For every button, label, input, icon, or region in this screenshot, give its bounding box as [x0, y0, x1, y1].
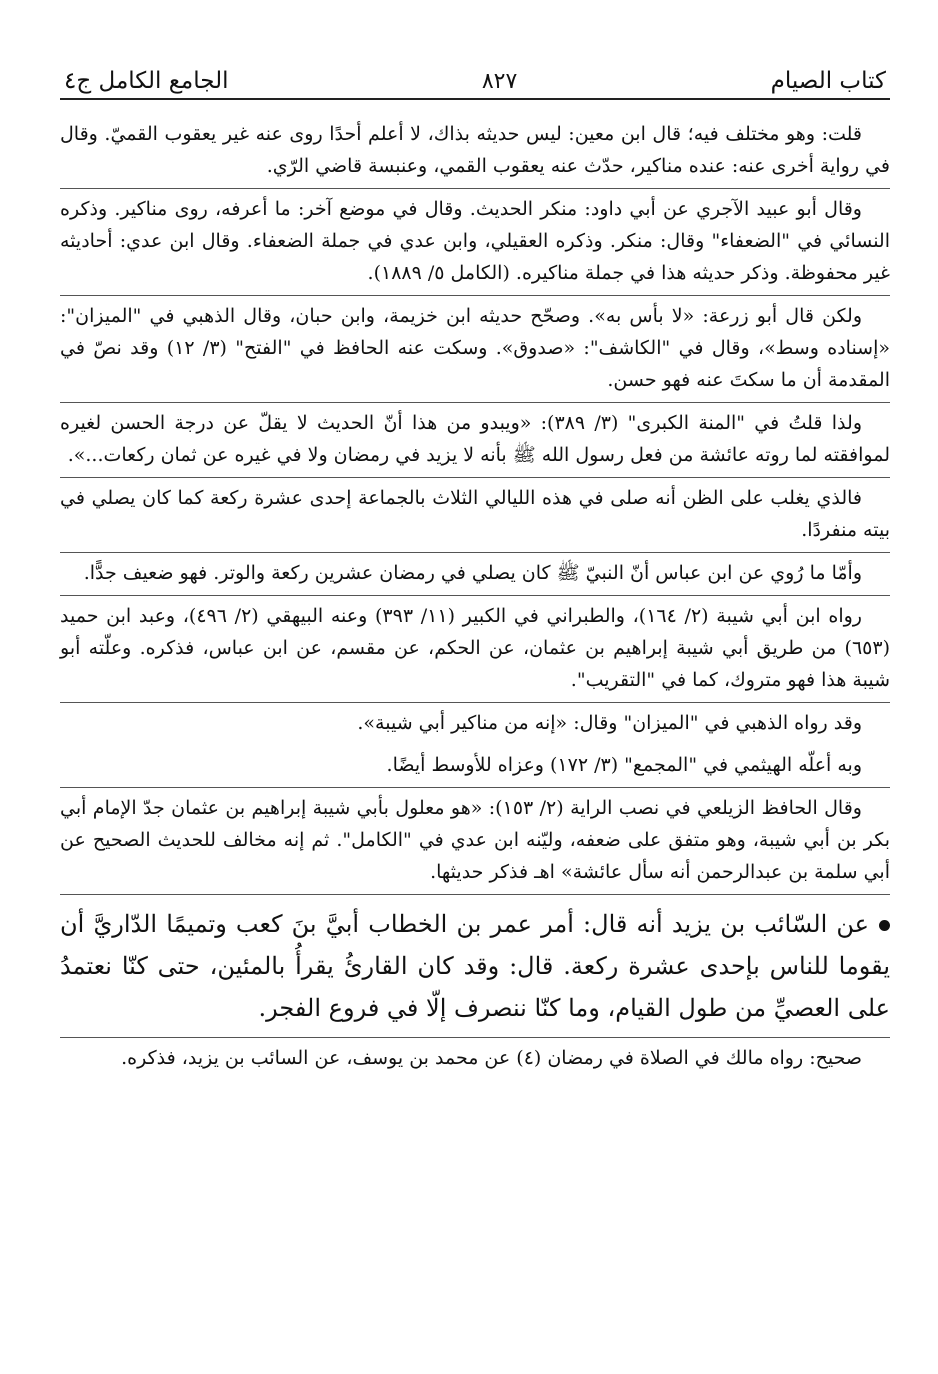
paragraph: وقال أبو عبيد الآجري عن أبي داود: منكر الحديث. وقال في موضع آخر: ما أعرفه، روى مناكير. وذكره النسائي في "الضعفاء" وقال: منكر. وذكره العقيلي، وابن عدي في جملة الضعفاء. وقال ابن عدي: أحاديثه غير محفوظة. وذكر حديثه هذا في جملة مناكيره. (الكامل ٥/ ١٨٨٩). — [60, 189, 890, 296]
paragraph: ولكن قال أبو زرعة: «لا بأس به». وصحّح حديثه ابن خزيمة، وابن حبان، وقال الذهبي في "الميزان": «إسناده وسط»، وقال في "الكاشف": «صدوق». وسكت عنه الحافظ في "الفتح" (٣/ ١٢) وقد نصّ في المقدمة أن ما سكتَ عنه فهو حسن. — [60, 296, 890, 403]
hadith-body: عن السّائب بن يزيد أنه قال: أمر عمر بن الخطاب أبيَّ بنَ كعب وتميمًا الدّاريَّ أن يقوما للناس بإحدى عشرة ركعة. قال: وقد كان القارئُ يقرأُ بالمئين، حتى كنّا نعتمدُ على العصيِّ من طول القيام، وما كنّا ننصرف إلّا في فروع الفجر. — [60, 910, 890, 1022]
book-title: الجامع الكامل ج٤ — [64, 68, 229, 94]
bullet-icon — [879, 920, 890, 931]
hadith-text — [60, 895, 890, 1038]
paragraph: فالذي يغلب على الظن أنه صلى في هذه الليالي الثلاث بالجماعة إحدى عشرة ركعة كما كان يصلي في بيته منفردًا. — [60, 478, 890, 553]
paragraph: وقال الحافظ الزيلعي في نصب الراية (٢/ ١٥٣): «هو معلول بأبي شيبة إبراهيم بن عثمان جدّ الإمام أبي بكر بن أبي شيبة، وهو متفق على ضعفه، وليّنه ابن عدي في "الكامل". ثم إنه مخالف للحديث الصحيح عن أبي سلمة بن عبدالرحمن أنه سأل عائشة» اهـ فذكر حديثها. — [60, 788, 890, 895]
paragraph: وقد رواه الذهبي في "الميزان" وقال: «إنه من مناكير أبي شيبة». — [357, 712, 862, 734]
paragraph: وبه أعلّه الهيثمي في "المجمع" (٣/ ١٧٢) وعزاه للأوسط أيضًا. — [60, 745, 890, 788]
page-number: ٨٢٧ — [481, 69, 518, 94]
page-body — [60, 100, 890, 1080]
book-section-title: كتاب الصيام — [770, 68, 886, 94]
paragraph: ولذا قلتُ في "المنة الكبرى" (٣/ ٣٨٩): «ويبدو من هذا أنّ الحديث لا يقلّ عن درجة الحسن لغيره لموافقته لما روته عائشة من فعل رسول الله ﷺ بأنه لا يزيد في رمضان ولا في غيره عن ثمان ركعات...». — [60, 403, 890, 478]
paragraph: قلت: وهو مختلف فيه؛ قال ابن معين: ليس حديثه بذاك، لا أعلم أحدًا روى عنه غير يعقوب القميّ. وقال في رواية أخرى عنه: عنده مناكير، حدّث عنه يعقوب القمي، وعنبسة قاضي الرّي. — [60, 114, 890, 189]
paragraph: رواه ابن أبي شيبة (٢/ ١٦٤)، والطبراني في الكبير (١١/ ٣٩٣) وعنه البيهقي (٢/ ٤٩٦)، وعبد ابن حميد (٦٥٣) من طريق أبي شيبة إبراهيم بن عثمان، عن الحكم، عن مقسم، عن ابن عباس، فذكره. وعلّته أبو شيبة هذا فهو متروك، كما في "التقريب". — [60, 596, 890, 703]
page — [60, 50, 890, 1080]
paragraph: صحيح: رواه مالك في الصلاة في رمضان (٤) عن محمد بن يوسف، عن السائب بن يزيد، فذكره. — [121, 1047, 862, 1069]
page-header — [60, 50, 890, 100]
paragraph: وأمّا ما رُوي عن ابن عباس أنّ النبيّ ﷺ كان يصلي في رمضان عشرين ركعة والوتر. فهو ضعيف جدًّا. — [60, 553, 890, 596]
